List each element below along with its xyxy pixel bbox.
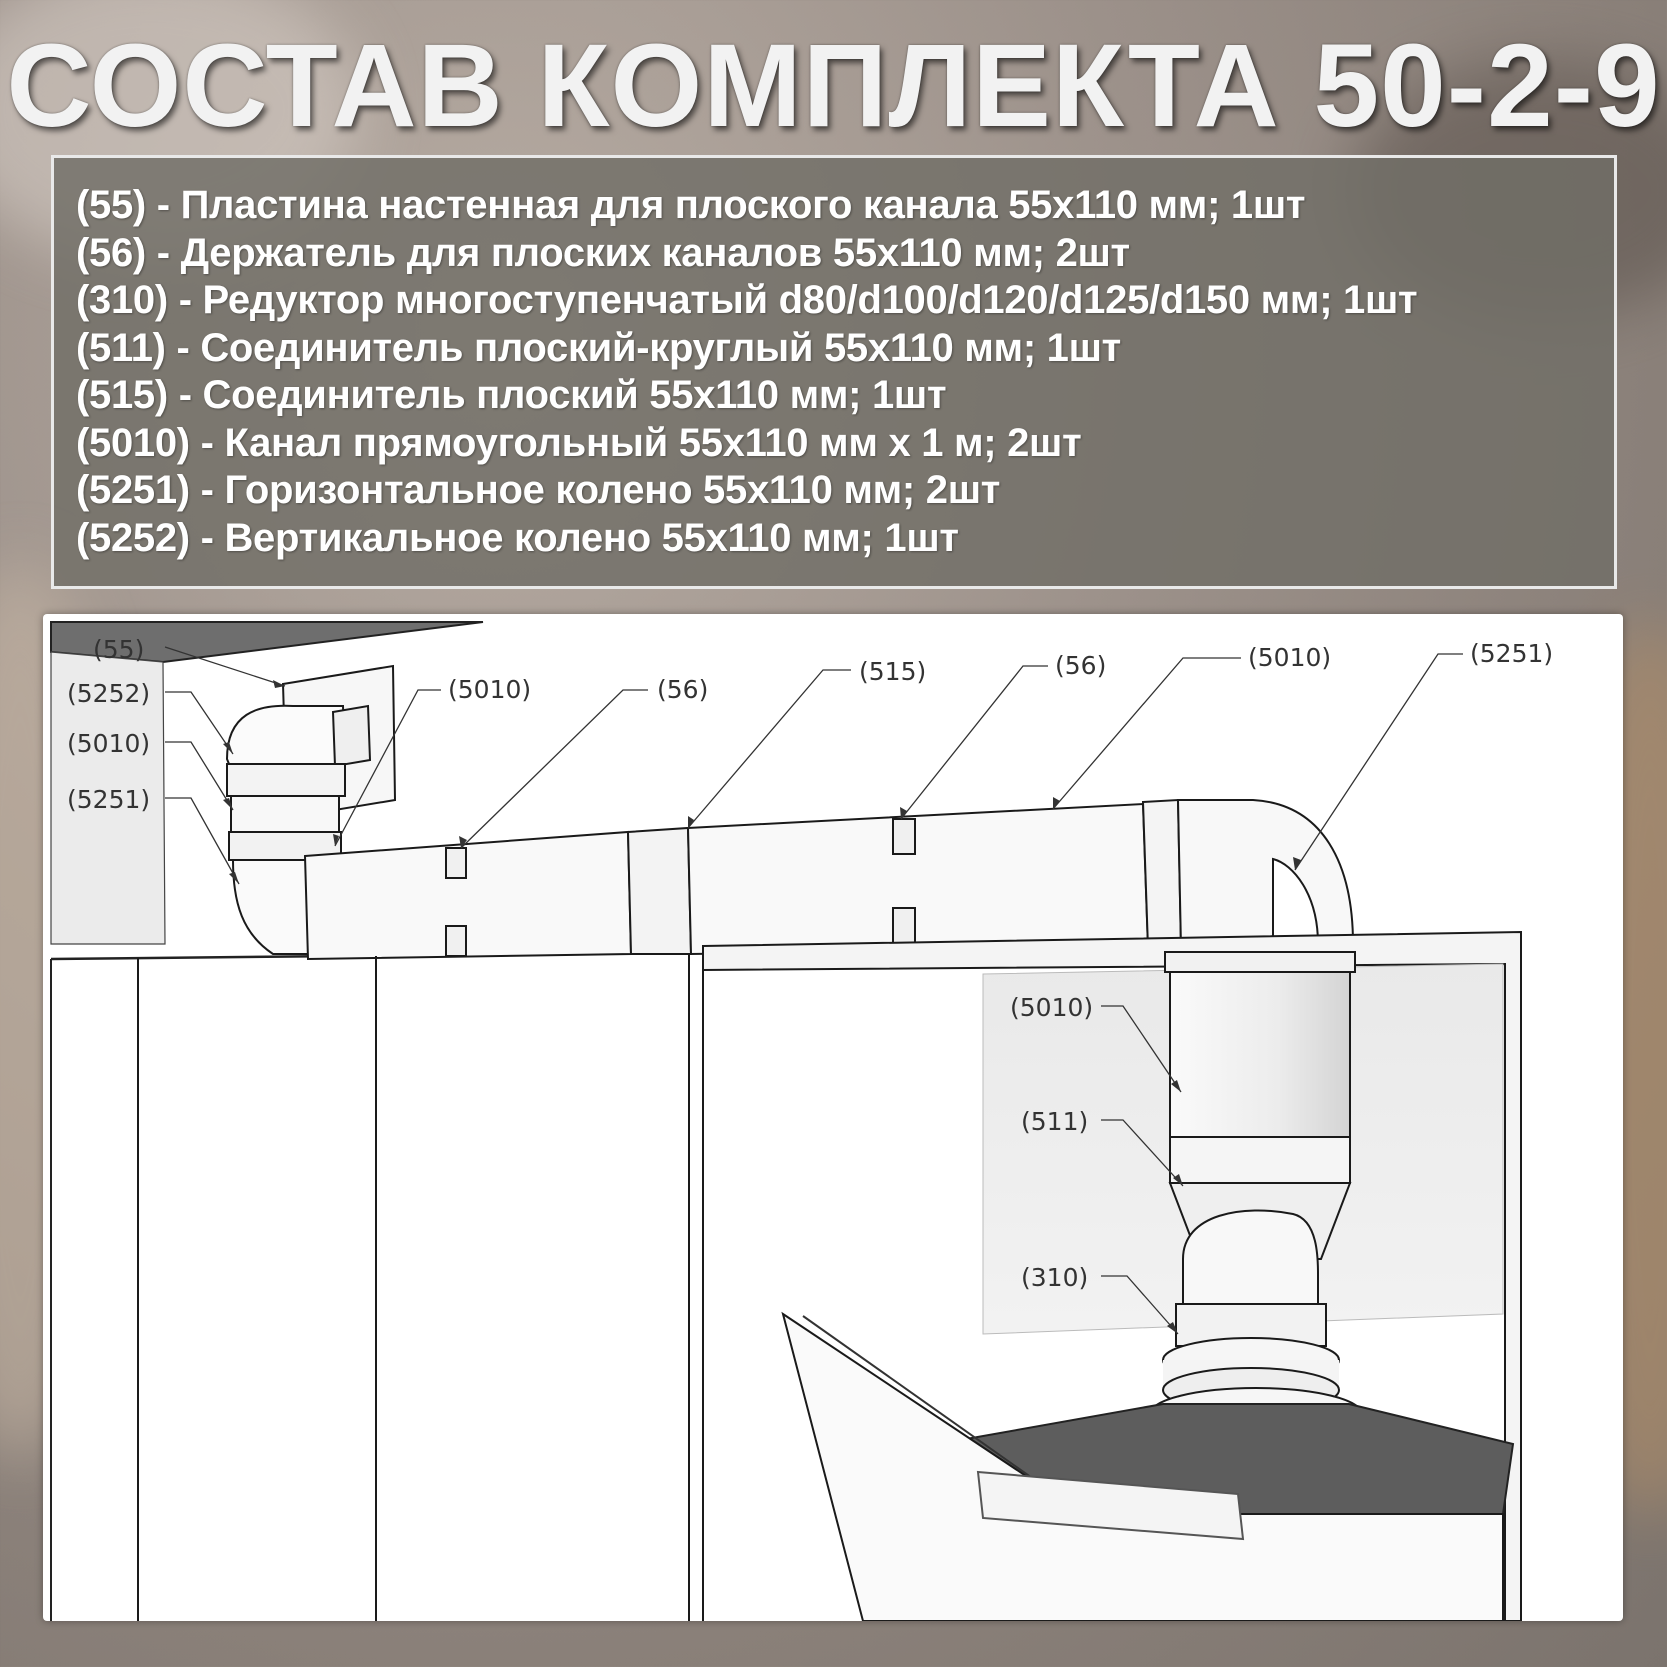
vertical-elbow [227, 706, 345, 764]
spec-item-310: (310) - Редуктор многоступенчатый d80/d100/d120/d125/d150 мм; 1шт [76, 278, 1418, 322]
callout-5010-top-right: (5010) [1248, 643, 1332, 672]
callout-56-left: (56) [657, 675, 709, 704]
callout-5252: (5252) [67, 679, 151, 708]
callout-5251-left: (5251) [67, 785, 151, 814]
page-title: СОСТАВ КОМПЛЕКТА 50-2-9 [6, 20, 1661, 152]
callout-5010-vertical: (5010) [1010, 993, 1094, 1022]
callout-310: (310) [1021, 1263, 1089, 1292]
callout-5010-left: (5010) [67, 729, 151, 758]
callout-55: (55) [93, 635, 145, 664]
spec-item-5251: (5251) - Горизонтальное колено 55х110 мм; 2шт [76, 468, 1001, 512]
horizontal-duct-left [305, 832, 631, 959]
horizontal-duct-middle [628, 828, 691, 954]
spec-item-511: (511) - Соединитель плоский-круглый 55х110 мм; 1шт [76, 325, 1121, 370]
spec-item-5010: (5010) - Канал прямоугольный 55х110 мм х 1 м; 2шт [76, 420, 1082, 465]
installation-drawing [43, 614, 1623, 1621]
kit-contents-panel [51, 155, 1617, 589]
vertical-duct [1170, 969, 1350, 1137]
callout-5251-right: (5251) [1470, 639, 1554, 668]
flat-round-connector [1170, 1137, 1350, 1183]
spec-item-5252: (5252) - Вертикальное колено 55х110 мм; 1шт [76, 515, 959, 560]
callout-515: (515) [859, 657, 927, 686]
horizontal-duct-right [688, 804, 1148, 954]
callout-5010-top-left: (5010) [448, 675, 532, 704]
installation-diagram [43, 614, 1623, 1621]
callout-56-right: (56) [1055, 651, 1107, 680]
spec-item-56: (56) - Держатель для плоских каналов 55х110 мм; 2шт [76, 230, 1130, 275]
reducer-pipe [1183, 1210, 1318, 1304]
callout-511: (511) [1021, 1107, 1089, 1136]
spec-item-515: (515) - Соединитель плоский 55х110 мм; 1шт [76, 373, 947, 417]
spec-item-55: (55) - Пластина настенная для плоского канала 55х110 мм; 1шт [76, 183, 1306, 227]
